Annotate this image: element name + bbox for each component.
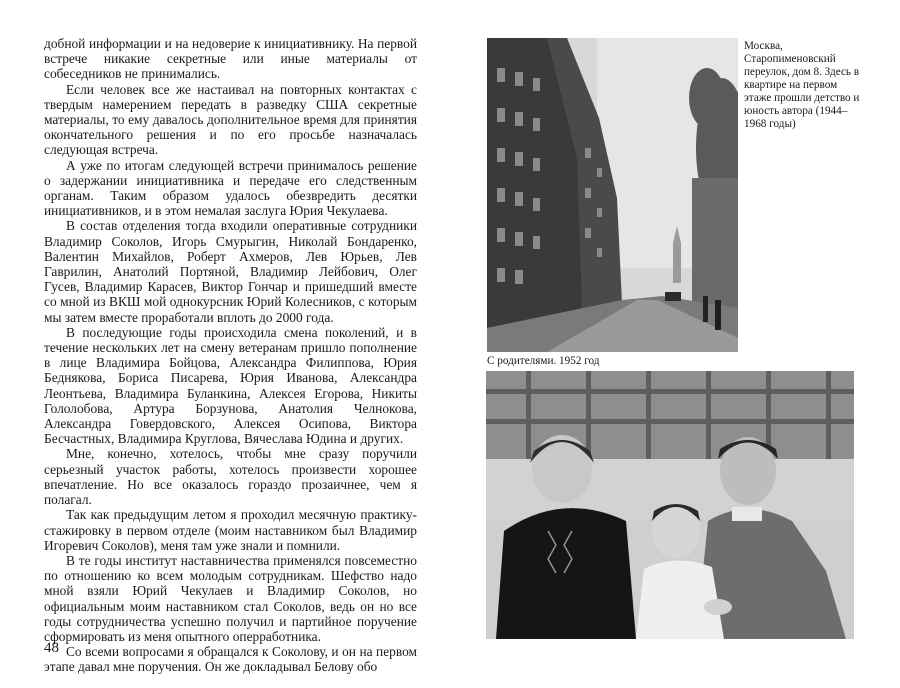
paragraph: Со всеми вопросами я обращался к Соколову, и он на первом этапе давал мне поручения. Он же докладывал Белову обо xyxy=(44,644,417,675)
paragraph: Мне, конечно, хотелось, чтобы мне сразу поручили серьезный участок работы, хотелось произвести хорошее впечатление. Но все оказалось гораздо прозаичнее, чем я полагал. xyxy=(44,446,417,508)
family-photo xyxy=(486,371,854,639)
paragraph: В те годы институт наставничества применялся повсеместно по отношению ко всем молодым сотрудникам. Шефство надо мной взяли Юрий Чекулаев и Владимир Соколов, но официальным моим наставником стал Соколов, ведь он но все годы сотрудничества успешно получил и партийное поручение сформировать из меня опытного оперработника. xyxy=(44,552,417,644)
left-page-text xyxy=(44,36,417,675)
paragraph: В последующие годы происходила смена поколений, и в течение нескольких лет на смену ветеранам пришло пополнение в лице Владимира Бойцова, Александра Филиппова, Юрия Беднякова, Бориса Писарева, Юрия Иванова, Александра Леонтьева, Владимира Буланкина, Алексея Егорова, Никиты Гололобова, Артура Борзунова, Анатолия Челнокова, Александра Говердовского, Алексея Осипова, Виктора Бесчастных, Владимира Круглова, Вячеслава Юдина и других. xyxy=(44,324,417,447)
paragraph: Если человек все же настаивал на повторных контактах с твердым намерением передать в разведку США секретные материалы, то ему давалось дополнительное время для принятия окончательного решения и по его просьбе назначалась следующая встреча. xyxy=(44,81,417,158)
street-photo-caption: Москва, Старопименовский переулок, дом 8. Здесь в квартире на первом этаже прошли детство и юность автора (1944–1968 годы) xyxy=(744,40,860,130)
street-photo xyxy=(487,38,738,352)
paragraph: В состав отделения тогда входили оперативные сотрудники Владимир Соколов, Игорь Смурыгин, Николай Бондаренко, Валентин Михайлов, Роберт Ахмеров, Лев Юрьев, Лев Гаврилин, Анатолий Портяной, Владимир Лейбович, Олег Гусев, Владимир Карасев, Виктор Гончар и пришедший вместе со мной из ВКШ мой однокурсник Юрий Колесников, с которым мы затем вместе проработали вплоть до 2000 года. xyxy=(44,218,417,325)
family-photo-caption: С родителями. 1952 год xyxy=(487,355,600,367)
paragraph: добной информации и на недоверие к инициативнику. На первой встрече никакие секретные или иные материалы от собеседников не принимались. xyxy=(44,36,417,82)
page-number: 48 xyxy=(44,640,59,656)
paragraph: А уже по итогам следующей встречи принималось решение о задержании инициативника и передаче его следственным органам. Таким образом удалось обезвредить десятки инициативников, и в этом немалая заслуга Юрия Чекулаева. xyxy=(44,157,417,219)
paragraph: Так как предыдущим летом я проходил месячную практику-стажировку в первом отделе (моим наставником был Владимир Игоревич Соколов), меня там уже знали и помнили. xyxy=(44,507,417,553)
